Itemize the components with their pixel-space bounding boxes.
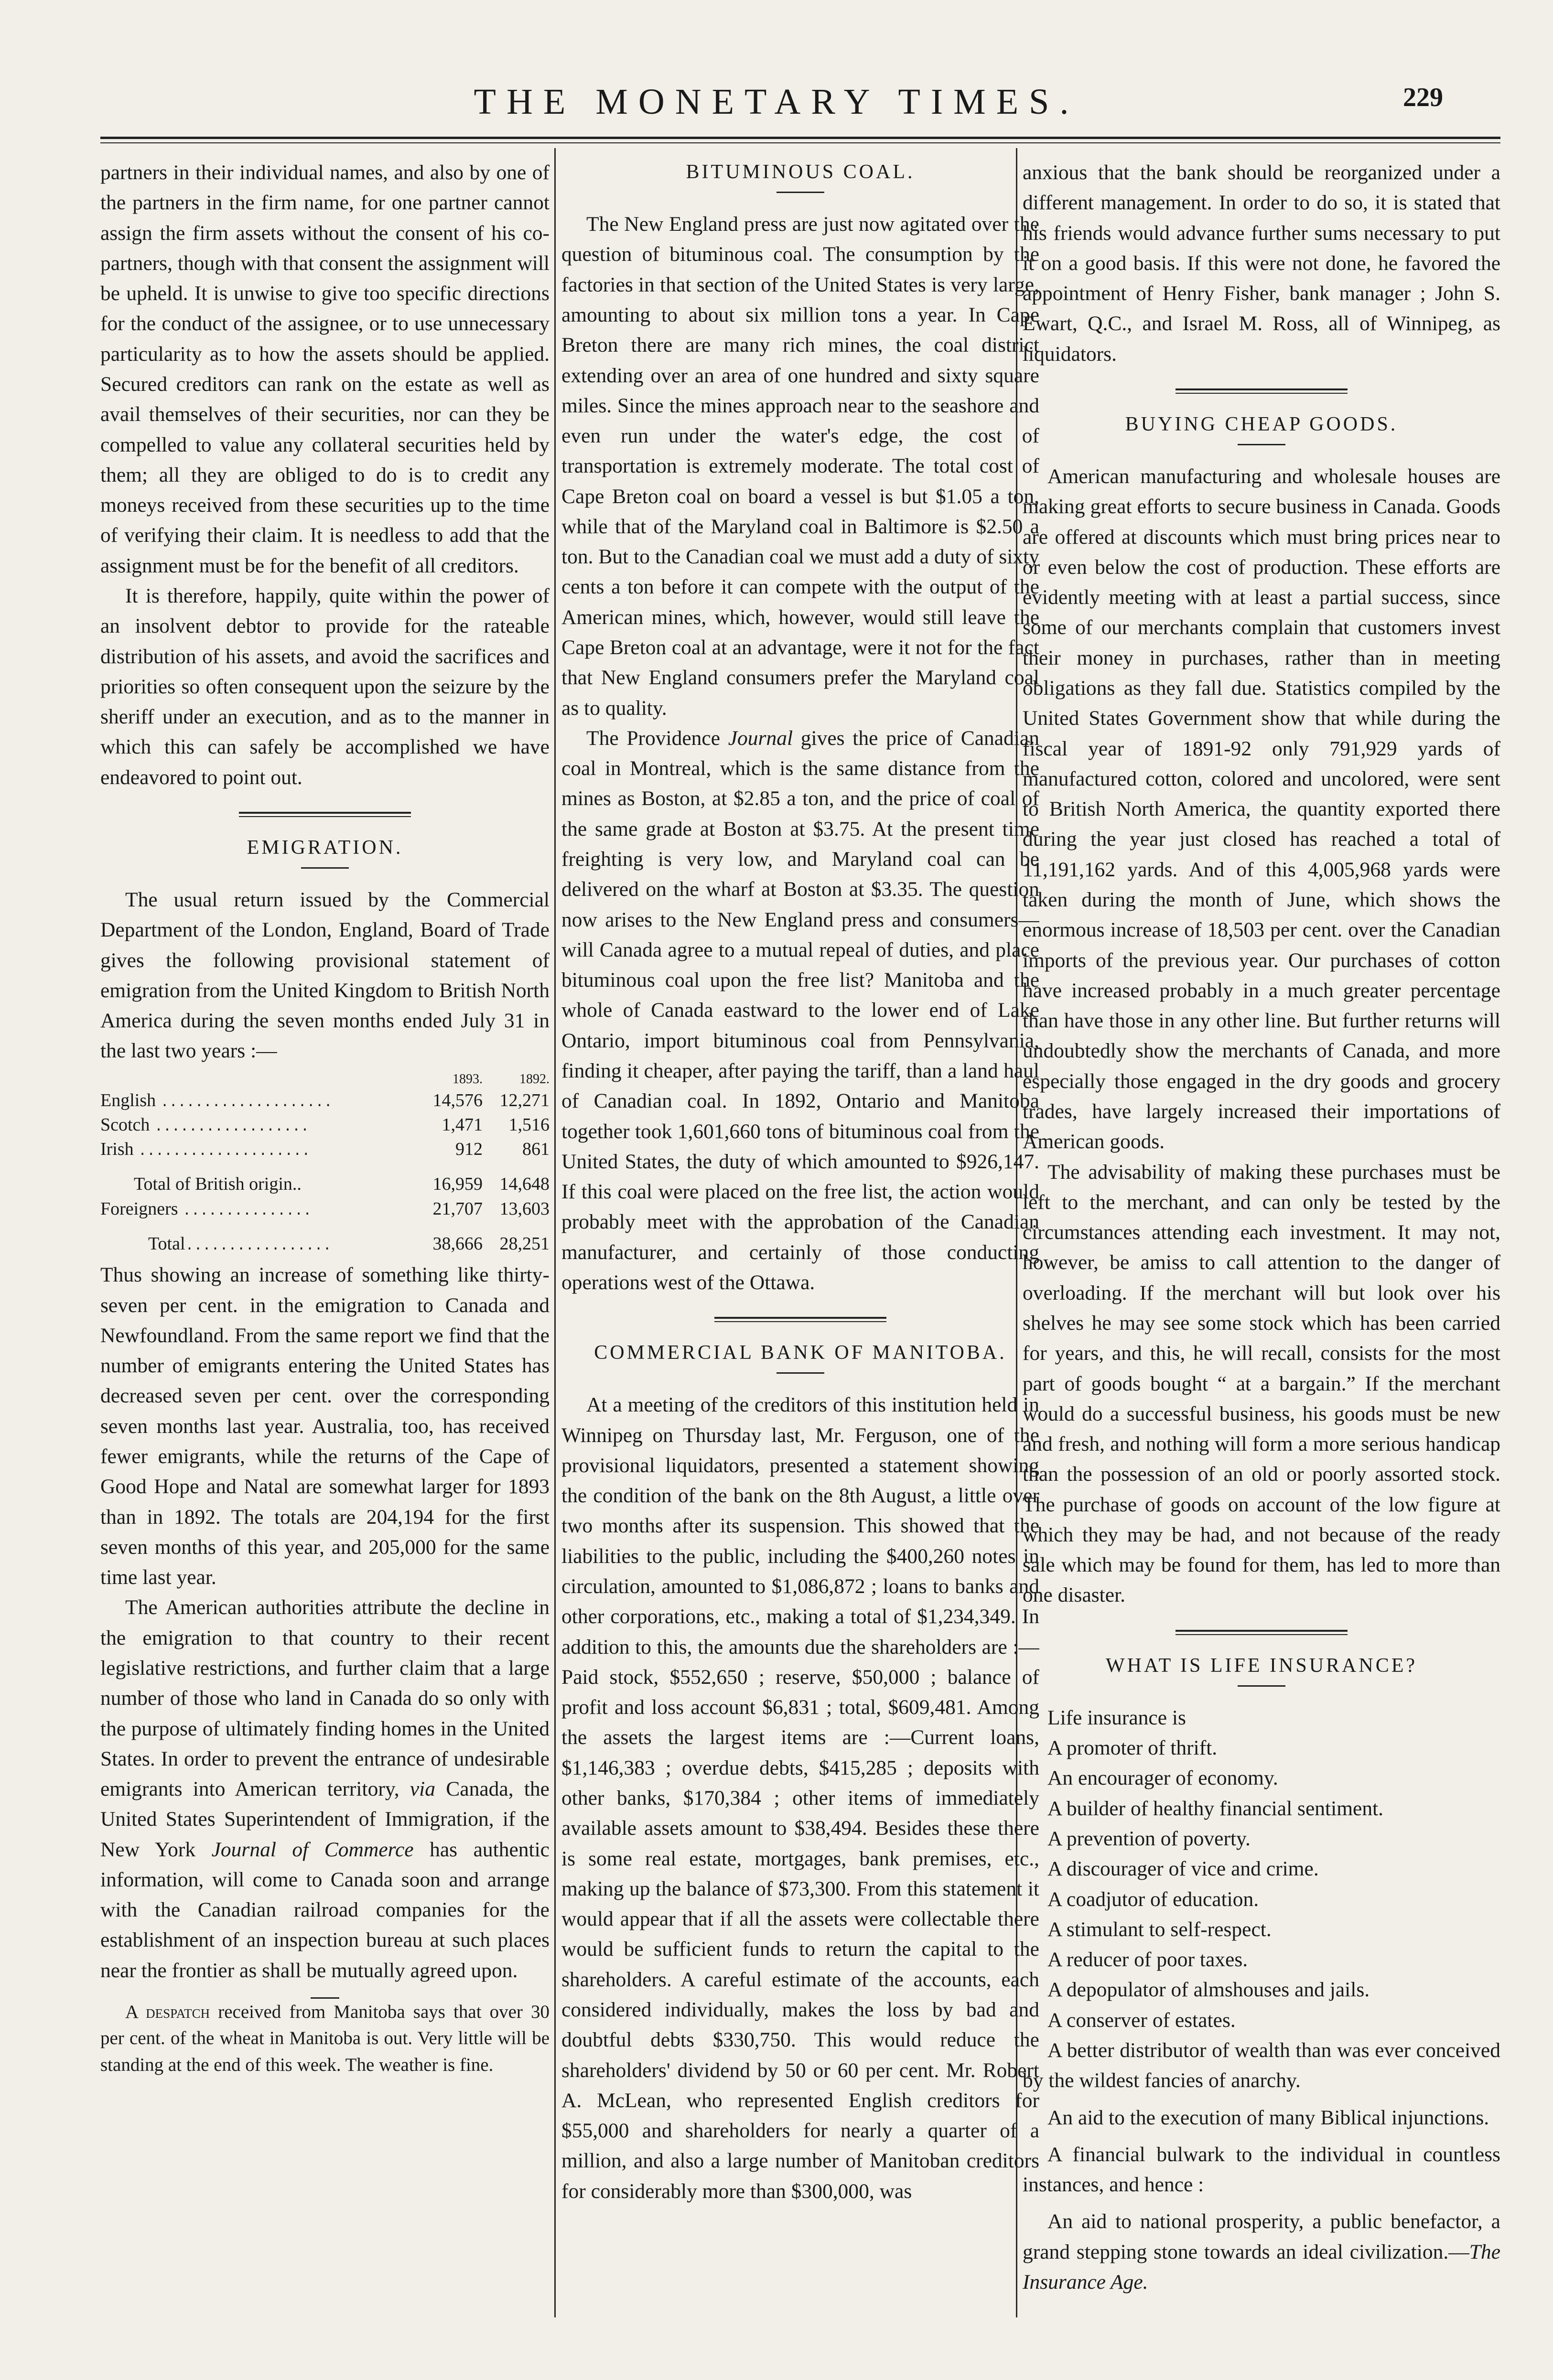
heading-rule xyxy=(1238,1685,1285,1687)
emigration-heading: EMIGRATION. xyxy=(247,836,403,859)
section-separator xyxy=(239,812,411,817)
text-run: Canada, the United States Superintendent of Immigration, if the New York xyxy=(100,1777,550,1861)
newspaper-title: THE MONETARY TIMES. xyxy=(474,82,1079,122)
assignment-paragraph-2: It is therefore, happily, quite within the power of an insolvent debtor to provide for the rateable distribution of his assets, and avoid the sacrifices and priorities so often consequent upon the seizure by the sheriff under an execution, and as to the manner in which this can safely be accomplished we have endeavored to point out. xyxy=(100,584,550,789)
list-item: A discourager of vice and crime. xyxy=(1047,1857,1319,1881)
buying-paragraph-1: American manufacturing and wholesale houses are making great efforts to secure business in Canada. Goods are offered at discounts which must bring prices near to or even below the cost of production. These efforts are evidently meeting with at least a partial success, since some of our merchants complain that customers invest their money in purchases, rather than in meeting obligations as they fall due. Statistics compiled by the United States Government show that while during the fiscal year of 1891-92 only 791,929 yards of manufactured cotton, colored and uncolored, were sent to British North America, the quantity exported there during the year just closed has reached a total of 11,191,162 yards. And of this 4,005,968 yards were taken during the month of June, which shows the enormous increase of 18,503 per cent. over the Canadian imports of the previous year. Our purchases of cotton have increased probably in a much greater percentage than have those in any other line. But further returns will undoubtedly show the merchants of Canada, and more especially those engaged in the dry goods and grocery trades, have largely increased their importations of American goods. xyxy=(1023,465,1500,1153)
italic-run: via xyxy=(410,1777,436,1801)
row-label: Scotch xyxy=(100,1114,150,1135)
section-separator xyxy=(714,1317,886,1322)
bituminous-coal-heading: BITUMINOUS COAL. xyxy=(686,161,915,183)
row-label: Total xyxy=(148,1233,185,1254)
column-middle xyxy=(561,158,1039,2308)
leader-dots: ................. xyxy=(185,1238,332,1254)
list-item: A promoter of thrift. xyxy=(1047,1736,1218,1760)
page-number: 229 xyxy=(1403,83,1443,112)
row-label: Foreigners xyxy=(100,1198,178,1219)
table-row xyxy=(100,1137,550,1162)
value-1892: 28,251 xyxy=(499,1233,550,1254)
value-1893: 38,666 xyxy=(432,1233,483,1254)
value-1893: 21,707 xyxy=(432,1198,483,1219)
list-item: A coadjutor of education. xyxy=(1047,1887,1259,1911)
year-1893: 1893. xyxy=(453,1071,483,1087)
emigration-paragraph-2: Thus showing an increase of something like thirty-seven per cent. in the emigration to Canada and Newfoundland. From the same report we find that the number of emigrants entering the United States has decreased seven per cent. over the corresponding seven months last year. Australia, too, has received fewer emigrants, while the returns of the Cape of Good Hope and Natal are somewhat larger for 1893 than in 1892. The totals are 204,194 for the first seven months of this year, and 205,000 for the same time last year. xyxy=(100,1263,550,1589)
leader-dots: .................. xyxy=(154,1119,309,1135)
leader-dots: .................... xyxy=(160,1094,333,1111)
column-left xyxy=(100,158,550,2308)
life-paragraph-aid: An aid to the execution of many Biblical injunctions. xyxy=(1047,2106,1489,2129)
heading-rule xyxy=(776,192,824,193)
heading-rule xyxy=(1238,444,1285,445)
column-right xyxy=(1023,158,1500,2308)
emigration-paragraph-1: The usual return issued by the Commercial Department of the London, England, Board of Trade gives the following provisional statement of emigration from the United Kingdom to British North America during the seven months ended July 31 in the last two years :— xyxy=(100,888,550,1063)
list-item: A conserver of estates. xyxy=(1047,2008,1236,2032)
value-1893: 1,471 xyxy=(442,1114,483,1135)
buying-paragraph-2: The advisability of making these purchases must be left to the merchant, and can only be tested by the circumstances attending each investment. It may not, however, be amiss to call attention to the danger of overloading. If the merchant will but look over his shelves he may see some stock which has been carried for years, and this, he will recall, consists for the most part of goods bought “ at a bargain.” If the merchant would do a successful business, his goods must be new and fresh, and nothing will form a more serious handicap than the possession of an old or poorly assorted stock. The purchase of goods on account of the low figure at which they may be had, and not because of the ready sale which may be found for them, has led to more than one disaster. xyxy=(1023,1160,1500,1607)
heading-rule xyxy=(776,1372,824,1374)
list-item: A builder of healthy financial sentiment. xyxy=(1047,1797,1384,1820)
italic-run: Journal xyxy=(728,726,793,750)
heading-rule xyxy=(301,867,349,869)
life-paragraph-distributor: A better distributor of wealth than was ever conceived by the wildest fancies of anarchy. xyxy=(1023,2038,1500,2092)
despatch-paragraph xyxy=(100,1999,550,2078)
value-1893: 16,959 xyxy=(432,1174,483,1195)
italic-run: Journal of Commerce xyxy=(211,1838,414,1861)
value-1892: 12,271 xyxy=(499,1090,550,1110)
value-1892: 14,648 xyxy=(499,1174,550,1195)
row-label: Irish xyxy=(100,1139,134,1160)
life-paragraph-national xyxy=(1023,2207,1500,2297)
value-1893: 14,576 xyxy=(432,1090,483,1110)
header-rule-bottom xyxy=(100,142,1500,143)
table-row xyxy=(100,1113,550,1137)
row-label: Total of British origin.. xyxy=(134,1174,302,1195)
text-run: has authentic information, will come to Canada soon and arrange with the Canadian railroad companies for the establishment of an inspection bureau at such places near the frontier as shall be mutually agreed upon. xyxy=(100,1838,550,1982)
coal-paragraph-2 xyxy=(561,723,1039,1298)
table-header-row xyxy=(100,1070,550,1088)
bank-continuation-paragraph: anxious that the bank should be reorganized under a different management. In order to do so, it is stated that his friends would advance further sums necessary to put it on a good basis. If this were not done, he favored the appointment of Henry Fisher, bank manager ; John S. Ewart, Q.C., and Israel M. Ross, all of Winnipeg, as liquidators. xyxy=(1023,161,1500,366)
column-divider-1 xyxy=(554,148,556,2317)
text-run: gives the price of Canadian coal in Montreal, which is the same distance from the mines as Boston, at $2.85 a ton, and the price of coal of the same grade at Boston at $3.75. At the present time freighting is very low, and Maryland coal can be delivered on the wharf at Boston at $3.35. The question now arises to the New England press and consumers—will Canada agree to a mutual repeal of duties, and place bituminous coal upon the free list? Manitoba and the whole of Canada eastward to the lower end of Lake Ontario, import bituminous coal from Pennsylvania, finding it cheaper, after paying the tariff, than a land haul of Canadian coal. In 1892, Ontario and Manitoba together took 1,601,660 tons of bituminous coal from the United States, the duty of which amounted to $926,147. If this coal were placed on the free list, the action would probably meet with the approbation of the Canadian manufacturer, and certainly of those conducting operations west of the Ottawa. xyxy=(561,726,1039,1294)
text-run: An aid to national prosperity, a public benefactor, a grand stepping stone towards an ideal civilization.— xyxy=(1023,2210,1500,2263)
list-item: A stimulant to self-respect. xyxy=(1047,1917,1272,1941)
list-item: Life insurance is xyxy=(1047,1706,1186,1729)
text-run: The Providence xyxy=(586,726,728,750)
list-item: A reducer of poor taxes. xyxy=(1047,1948,1248,1971)
section-separator xyxy=(1176,388,1348,394)
value-1892: 861 xyxy=(522,1139,550,1160)
commercial-bank-heading: COMMERCIAL BANK OF MANITOBA. xyxy=(594,1342,1007,1364)
leader-dots: .................... xyxy=(138,1143,311,1160)
value-1892: 1,516 xyxy=(508,1114,550,1135)
list-item: An encourager of economy. xyxy=(1047,1766,1278,1790)
table-row xyxy=(100,1088,550,1113)
value-1893: 912 xyxy=(455,1139,483,1160)
bank-paragraph: At a meeting of the creditors of this institution held in Winnipeg on Thursday last, Mr. Ferguson, one of the provisional liquidators, presented a statement showing the condition of the bank on the 8th August, a little over two months after its suspension. This showed that the liabilities to the public, including the $400,260 notes in circulation, amounted to $1,086,872 ; loans to banks and other corporations, etc., making a total of $1,234,349. In addition to this, the amounts due the shareholders are :—Paid stock, $552,650 ; reserve, $50,000 ; balance of profit and loss account $6,831 ; total, $609,481. Among the assets the largest items are :—Current loans, $1,146,383 ; overdue debts, $415,285 ; deposits with other banks, $170,384 ; other items of immediately available assets amount to $38,494. Besides these there is some real estate, mortgages, bank premises, etc., making up the balance of $73,300. From this statement it would appear that if all the assets were collectable there would be sufficient funds to return the capital to the shareholders. A careful estimate of the accounts, each considered individually, makes the loss by bad and doubtful debts $330,750. This would reduce the shareholders' dividend by 50 or 60 per cent. Mr. Robert A. McLean, who represented English creditors for $55,000 and shareholders for nearly a quarter of a million, and also a large number of Manitoban creditors for considerably more than $300,000, was xyxy=(561,1393,1039,2203)
table-row-total-british xyxy=(100,1162,550,1196)
life-insurance-heading: WHAT IS LIFE INSURANCE? xyxy=(1105,1654,1418,1677)
masthead xyxy=(0,72,1553,134)
section-separator xyxy=(1176,1630,1348,1635)
coal-paragraph-1: The New England press are just now agitated over the question of bituminous coal. The consumption by the factories in that section of the United States is very large, amounting to about six million tons a year. In Cape Breton there are many rich mines, the coal district extending over an area of one hundred and sixty square miles. Since the mines approach near to the seashore and even run under the water's edge, the cost of transportation is extremely moderate. The total cost of Cape Breton coal on board a vessel is but $1.05 a ton, while that of the Maryland coal in Baltimore is $2.50 a ton. But to the Canadian coal we must add a duty of sixty cents a ton before it can compete with the output of the American mines, which, however, would still leave the Cape Breton coal at an advantage, were it not for the fact that New England consumers prefer the Maryland coal as to quality. xyxy=(561,213,1039,720)
assignment-paragraph-1: partners in their individual names, and also by one of the partners in the firm name, for one partner cannot assign the firm assets without the consent of his co-partners, though with that consent the assignment will be upheld. It is unwise to give too specific directions for the conduct of the assignee, or to use unnecessary particularity as to how the assets should be applied. Secured creditors can rank on the estate as well as avail themselves of their securities, nor can they be compelled to value any collateral securities held by them; all they are obliged to do is to credit any moneys received from these securities up to the time of verifying their claim. It is needless to add that the assignment must be for the benefit of all creditors. xyxy=(100,161,550,577)
value-1892: 13,603 xyxy=(499,1198,550,1219)
year-1892: 1892. xyxy=(519,1071,550,1087)
source-citation: The Insurance Age. xyxy=(1023,2240,1500,2294)
despatch-lead: A despatch xyxy=(125,2002,210,2023)
life-paragraph-bulwark: A financial bulwark to the individual in countless instances, and hence : xyxy=(1023,2143,1500,2197)
row-label: English xyxy=(100,1090,156,1110)
emigration-paragraph-3 xyxy=(100,1593,550,1986)
table-row-foreigners xyxy=(100,1197,550,1221)
buying-cheap-goods-heading: BUYING CHEAP GOODS. xyxy=(1125,413,1398,435)
header-rule-top xyxy=(100,137,1500,139)
list-item: A prevention of poverty. xyxy=(1047,1827,1251,1850)
list-item: A depopulator of almshouses and jails. xyxy=(1047,1978,1370,2002)
table-row-total xyxy=(100,1221,550,1256)
leader-dots: ............... xyxy=(183,1203,312,1219)
life-insurance-list xyxy=(1023,1703,1500,2035)
text-run: The American authorities attribute the decline in the emigration to that country to their recent legislative restrictions, and further claim that a large number of those who land in Canada do so only with the purpose of ultimately finding homes in the United States. In order to prevent the entrance of undesirable emigrants into American territory, xyxy=(100,1596,550,1801)
despatch-text: received from Manitoba says that over 30 per cent. of the wheat in Manitoba is out. Very little will be standing at the end of this week. The weather is fine. xyxy=(100,2002,550,2075)
emigration-table xyxy=(100,1070,550,1257)
